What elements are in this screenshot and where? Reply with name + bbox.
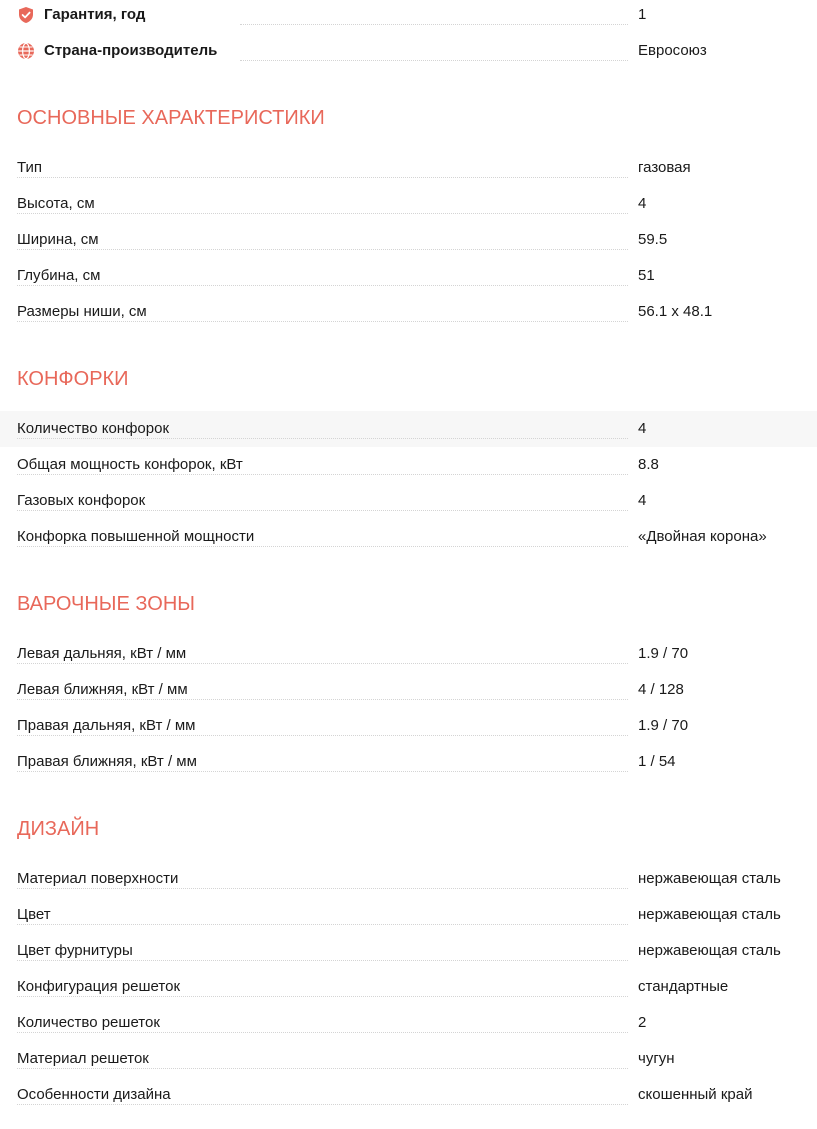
spec-label: Цвет <box>17 906 51 923</box>
spec-label: Правая ближняя, кВт / мм <box>17 753 197 770</box>
section-title-main: ОСНОВНЫЕ ХАРАКТЕРИСТИКИ <box>17 107 325 129</box>
spec-label: Правая дальняя, кВт / мм <box>17 717 196 734</box>
spec-row <box>0 483 817 519</box>
spec-row <box>0 447 817 483</box>
dotted-leader <box>17 438 628 439</box>
spec-row <box>0 969 817 1005</box>
section-title-cooking-zones: ВАРОЧНЫЕ ЗОНЫ <box>17 593 195 615</box>
dotted-leader <box>17 285 628 286</box>
spec-label: Особенности дизайна <box>17 1086 171 1103</box>
dotted-leader <box>17 510 628 511</box>
spec-row <box>0 411 817 447</box>
spec-label: Гарантия, год <box>44 6 146 23</box>
spec-label: Ширина, см <box>17 231 99 248</box>
spec-value: скошенный край <box>638 1086 753 1103</box>
spec-label: Размеры ниши, см <box>17 303 147 320</box>
dotted-leader <box>17 663 628 664</box>
dotted-leader <box>17 1032 628 1033</box>
spec-label: Конфигурация решеток <box>17 978 181 995</box>
spec-label: Страна-производитель <box>44 42 218 59</box>
dotted-leader <box>17 321 628 322</box>
spec-row <box>0 744 817 780</box>
spec-value: Евросоюз <box>638 42 707 59</box>
spec-label: Глубина, см <box>17 267 101 284</box>
spec-value: 4 / 128 <box>638 681 684 698</box>
dotted-leader <box>17 771 628 772</box>
spec-row-country <box>0 33 817 69</box>
spec-value: 4 <box>638 492 647 509</box>
spec-row <box>0 708 817 744</box>
dotted-leader <box>17 699 628 700</box>
spec-value: нержавеющая сталь <box>638 906 781 923</box>
dotted-leader <box>17 213 628 214</box>
spec-label: Левая дальняя, кВт / мм <box>17 645 187 662</box>
spec-value: стандартные <box>638 978 729 995</box>
dotted-leader <box>17 996 628 997</box>
spec-label: Конфорка повышенной мощности <box>17 528 255 545</box>
shield-check-icon <box>17 6 35 24</box>
spec-row <box>0 1077 817 1113</box>
section-title-design: ДИЗАЙН <box>17 818 100 840</box>
spec-row <box>0 933 817 969</box>
spec-value: 51 <box>638 267 655 284</box>
spec-label: Газовых конфорок <box>17 492 146 509</box>
spec-value: 8.8 <box>638 456 659 473</box>
spec-label: Цвет фурнитуры <box>17 942 133 959</box>
spec-row <box>0 1041 817 1077</box>
spec-row <box>0 150 817 186</box>
spec-row <box>0 294 817 330</box>
dotted-leader <box>240 24 628 25</box>
spec-value: газовая <box>638 159 691 176</box>
spec-row <box>0 186 817 222</box>
spec-row <box>0 258 817 294</box>
spec-row <box>0 1005 817 1041</box>
spec-value: 56.1 x 48.1 <box>638 303 713 320</box>
spec-row <box>0 636 817 672</box>
spec-row <box>0 222 817 258</box>
globe-icon <box>17 42 35 60</box>
spec-value: 2 <box>638 1014 647 1031</box>
spec-value: 1 / 54 <box>638 753 676 770</box>
spec-value: «Двойная корона» <box>638 528 767 545</box>
spec-label: Высота, см <box>17 195 95 212</box>
dotted-leader <box>17 249 628 250</box>
spec-value: 4 <box>638 195 647 212</box>
dotted-leader <box>17 960 628 961</box>
spec-label: Количество решеток <box>17 1014 160 1031</box>
spec-value: нержавеющая сталь <box>638 870 781 887</box>
spec-label: Материал решеток <box>17 1050 149 1067</box>
spec-label: Материал поверхности <box>17 870 179 887</box>
spec-row-warranty <box>0 0 817 33</box>
spec-value: 1.9 / 70 <box>638 717 689 734</box>
dotted-leader <box>17 1104 628 1105</box>
section-title-burners: КОНФОРКИ <box>17 368 129 390</box>
dotted-leader <box>17 924 628 925</box>
spec-row <box>0 861 817 897</box>
spec-row <box>0 672 817 708</box>
spec-label: Левая ближняя, кВт / мм <box>17 681 188 698</box>
spec-value: 59.5 <box>638 231 668 248</box>
spec-value: чугун <box>638 1050 675 1067</box>
spec-label: Количество конфорок <box>17 420 170 437</box>
dotted-leader <box>240 60 628 61</box>
spec-label: Тип <box>17 159 43 176</box>
dotted-leader <box>17 1068 628 1069</box>
spec-label: Общая мощность конфорок, кВт <box>17 456 243 473</box>
spec-value: 1.9 / 70 <box>638 645 689 662</box>
dotted-leader <box>17 546 628 547</box>
dotted-leader <box>17 735 628 736</box>
dotted-leader <box>17 888 628 889</box>
spec-value: нержавеющая сталь <box>638 942 781 959</box>
dotted-leader <box>17 474 628 475</box>
spec-value: 1 <box>638 6 647 23</box>
spec-row <box>0 897 817 933</box>
spec-value: 4 <box>638 420 647 437</box>
spec-row <box>0 519 817 555</box>
dotted-leader <box>17 177 628 178</box>
